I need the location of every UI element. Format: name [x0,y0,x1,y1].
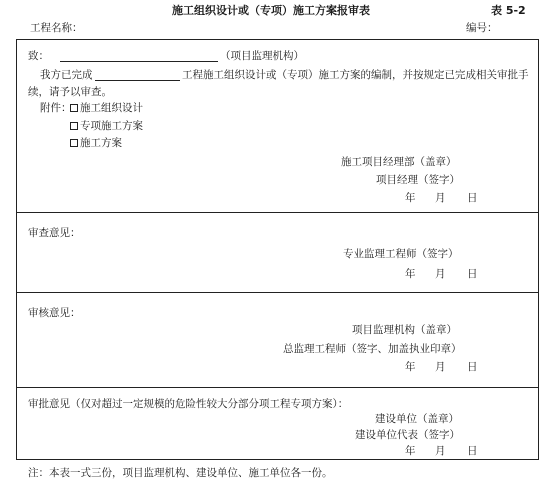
review-opinion-label: 审查意见： [28,227,81,239]
supervision-seal-label: 项目监理机构（盖章） [352,324,457,336]
date-month: 月 [435,445,446,457]
body-middle: 工程施工组织设计或（专项）施工方案的编制，并按规定已完成相关审批手 [182,69,529,81]
date-day: 日 [467,192,478,204]
form-title: 施工组织设计或（专项）施工方案报审表 [172,4,370,17]
divider-1 [16,212,539,213]
date-day: 日 [467,268,478,280]
owner-representative-sign-label: 建设单位代表（签字） [355,429,460,441]
date-year: 年 [405,445,416,457]
project-name-label: 工程名称： [30,22,83,34]
approval-opinion-label: 审批意见（仅对超过一定规模的危险性较大分部分项工程专项方案）： [28,398,349,410]
date-month: 月 [435,361,446,373]
body-prefix: 我方已完成 [40,69,93,81]
date-month: 月 [435,192,446,204]
project-manager-sign-label: 项目经理（签字） [376,174,460,186]
contractor-seal-label: 施工项目经理部（盖章） [341,156,457,168]
to-label: 致： [28,50,49,62]
date-year: 年 [405,192,416,204]
date-month: 月 [435,268,446,280]
attachment-item[interactable]: 施工方案 [70,138,122,149]
body-line2: 续，请予以审查。 [28,86,112,98]
date-day: 日 [467,445,478,457]
owner-seal-label: 建设单位（盖章） [375,413,459,425]
checkbox[interactable] [70,122,78,130]
divider-2 [16,292,539,293]
attachment-item[interactable]: 专项施工方案 [70,121,143,132]
date-year: 年 [405,268,416,280]
engineer-sign-label: 专业监理工程师（签字） [343,248,459,260]
number-label: 编号： [466,22,498,34]
divider-3 [16,387,539,388]
checkbox[interactable] [70,139,78,147]
to-blank[interactable] [60,61,218,62]
attachment-item[interactable]: 施工组织设计 [70,103,143,114]
footer-note: 注：本表一式三份，项目监理机构、建设单位、施工单位各一份。 [28,467,333,479]
project-blank[interactable] [95,80,180,81]
date-day: 日 [467,361,478,373]
chief-engineer-sign-label: 总监理工程师（签字、加盖执业印章） [283,343,462,355]
attachment-label: 附件： [40,102,72,114]
date-year: 年 [405,361,416,373]
table-number: 表 5-2 [491,4,526,17]
to-suffix: （项目监理机构） [220,50,304,62]
checkbox[interactable] [70,104,78,112]
audit-opinion-label: 审核意见： [28,307,81,319]
